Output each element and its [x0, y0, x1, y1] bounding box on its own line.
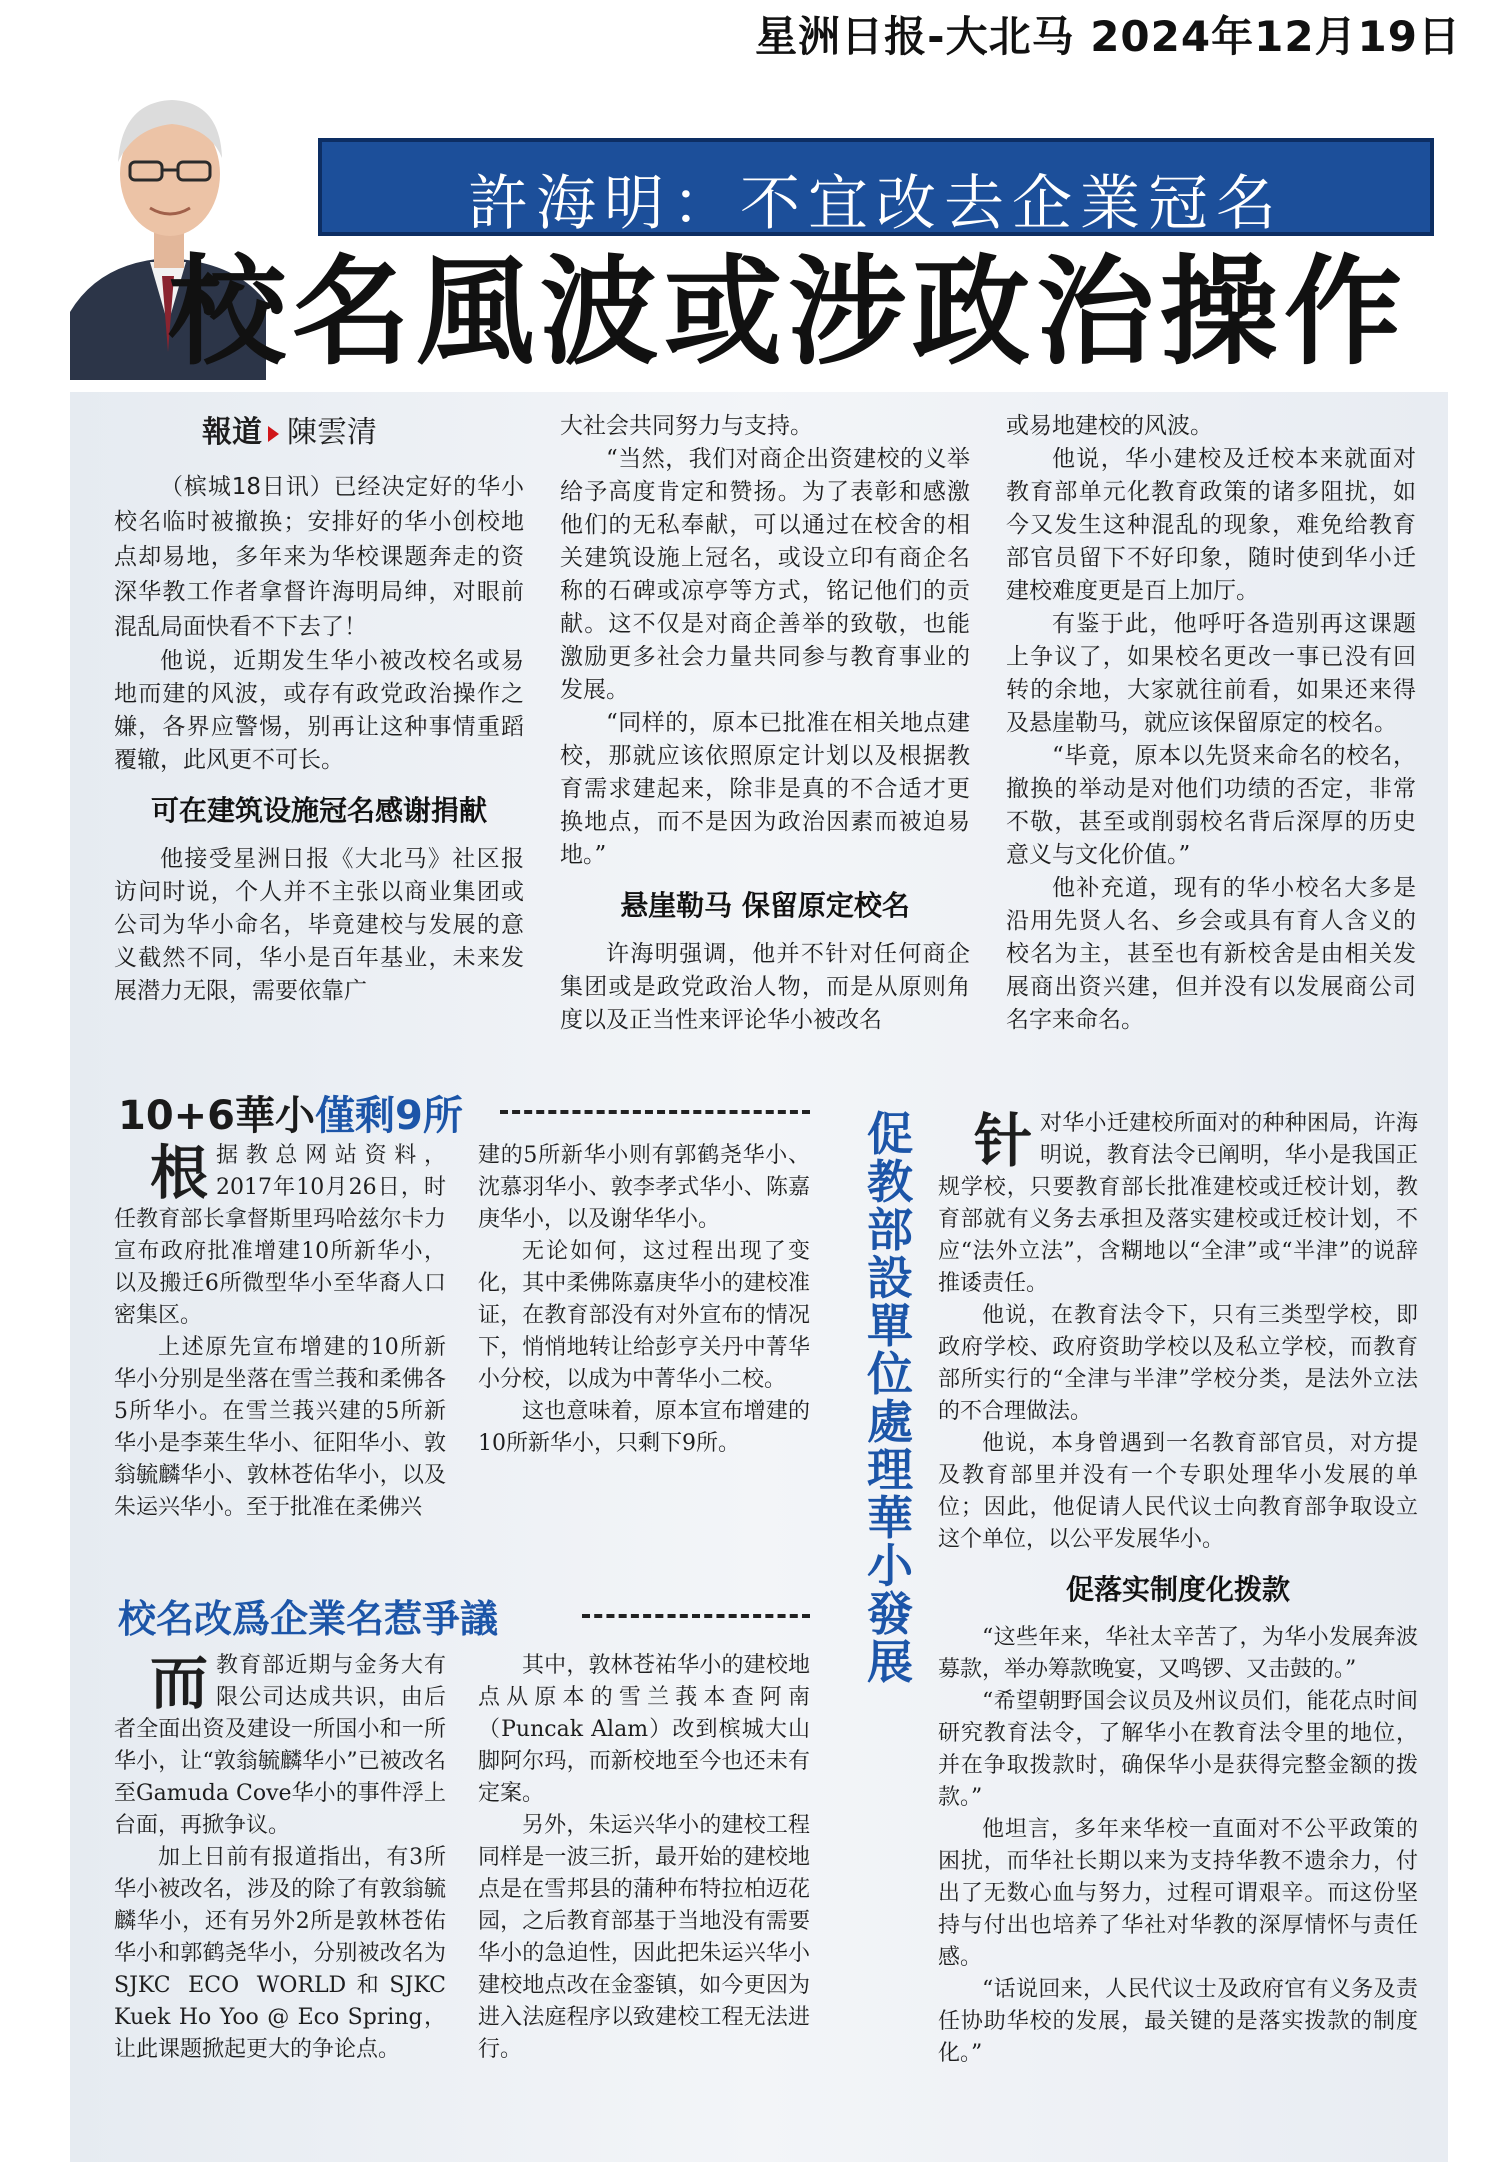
subheading: 悬崖勒马 保留原定校名	[620, 889, 910, 922]
paragraph: 其中，敦林苍祐华小的建校地点从原本的雪兰莪本查阿南（Puncak Alam）改到槟城大山脚阿尔玛，而新校地至今也还未有定案。	[478, 1653, 810, 1806]
byline-label: 報道	[202, 415, 262, 450]
section-1-column-b	[478, 1140, 810, 1460]
subheading: 可在建筑设施冠名感谢捐献	[150, 794, 487, 827]
section-2-column-a	[114, 1650, 446, 2066]
paragraph: “这些年来，华社太辛苦了，为华小发展奔波募款，举办筹款晚宴，又鸣锣、又击鼓的。”	[938, 1625, 1418, 1682]
subheading: 促落实制度化拨款	[1065, 1573, 1290, 1606]
section-2-column-b	[478, 1650, 810, 2066]
section-heading	[118, 1084, 463, 1141]
paragraph: 他坦言，多年来华校一直面对不公平政策的困扰，而华社长期以来为支持华教不遗余力，付出了无数心血与努力，过程可谓艰辛。而这份坚持与付出也培养了华社对华教的深厚情怀与责任感。	[938, 1817, 1418, 1970]
paragraph: 建的5所新华小则有郭鹤尧华小、沈慕羽华小、敦李孝式华小、陈嘉庚华小，以及谢华华小。	[478, 1143, 810, 1232]
section-heading-part: 校名改爲企業名惹爭議	[118, 1597, 499, 1641]
paragraph: “当然，我们对商企出资建校的义举给予高度肯定和赞扬。为了表彰和感激他们的无私奉献，可以通过在校舍的相关建筑设施上冠名，或设立印有商企名称的石碑或凉亭等方式，铭记他们的贡献。这不仅是对商企善举的致敬，也能激励更多社会力量共同参与教育事业的发展。	[560, 446, 970, 703]
paragraph: 有鉴于此，他呼吁各造别再这课题上争议了，如果校名更改一事已没有回转的余地，大家就往前看，如果还来得及悬崖勒马，就应该保留原定的校名。	[1006, 611, 1416, 736]
byline	[202, 412, 524, 454]
drop-cap: 根	[150, 1139, 209, 1207]
section-heading-part: 僅剩9所	[315, 1093, 463, 1139]
column-1	[114, 408, 524, 1008]
paragraph: 他说，在教育法令下，只有三类型学校，即政府学校、政府资助学校以及私立学校，而教育部所实行的“全津与半津”学校分类，是法外立法的不合理做法。	[938, 1303, 1418, 1424]
section-3-column	[938, 1108, 1418, 2070]
subheadline: 許海明：不宜改去企業冠名	[468, 169, 1284, 239]
paragraph	[114, 1650, 446, 1842]
paragraph: “同样的，原本已批准在相关地点建校，那就应该依照原定计划以及根据教育需求建起来，除非是真的不合适才更换地点，而不是因为政治因素而被迫易地。”	[560, 710, 970, 868]
triangle-right-icon	[268, 426, 279, 442]
column-3	[1006, 410, 1416, 1037]
paragraph	[114, 1140, 446, 1332]
paragraph: 加上日前有报道指出，有3所华小被改名，涉及的除了有敦翁毓麟华小，还有另外2所是敦林苍佑华小和郭鹤尧华小，分别被改名为SJKC ECO WORLD和SJKC Kuek Ho Yoo @ Eco Spring，让此课题掀起更大的争论点。	[114, 1845, 446, 2062]
masthead: 星洲日报-大北马 2024年12月19日	[755, 12, 1461, 61]
section-divider	[500, 1110, 810, 1114]
paragraph: 他说，本身曾遇到一名教育部官员，对方提及教育部里并没有一个专职处理华小发展的单位；因此，他促请人民代议士向教育部争取设立这个单位，以公平发展华小。	[938, 1431, 1418, 1552]
paragraph: 大社会共同努力与支持。	[560, 413, 813, 439]
subheadline-banner	[318, 138, 1434, 239]
section-heading	[118, 1588, 498, 1643]
drop-cap: 而	[150, 1649, 209, 1717]
section-heading-part: 10+6華小	[118, 1093, 316, 1139]
section-divider	[582, 1614, 810, 1618]
paragraph: 他说，近期发生华小被改校名或易地而建的风波，或存有政党政治操作之嫌，各界应警惕，别再让这种事情重蹈覆辙，此风更不可长。	[114, 648, 524, 773]
paragraph: 另外，朱运兴华小的建校工程同样是一波三折，最开始的建校地点是在雪邦县的蒲种布特拉柏迈花园，之后教育部基于当地没有需要华小的急迫性，因此把朱运兴华小建校地点改在金銮镇，如今更因为进入法庭程序以致建校工程无法进行。	[478, 1813, 810, 2062]
byline-name: 陳雲清	[287, 415, 377, 450]
paragraph: 无论如何，这过程出现了变化，其中柔佛陈嘉庚华小的建校准证，在教育部没有对外宣布的情况下，悄悄地转让给彭亨关丹中菁华小分校，以成为中菁华小二校。	[478, 1239, 810, 1392]
paragraph: 这也意味着，原本宣布增建的10所新华小，只剩下9所。	[478, 1399, 810, 1456]
paragraph: “话说回来，人民代议士及政府官有义务及责任协助华校的发展，最关键的是落实拨款的制度化。”	[938, 1977, 1418, 2066]
paragraph: 或易地建校的风波。	[1006, 413, 1213, 439]
paragraph: 上述原先宣布增建的10所新华小分别是坐落在雪兰莪和柔佛各5所华小。在雪兰莪兴建的5所新华小是李莱生华小、征阳华小、敦翁毓麟华小、敦林苍佑华小，以及朱运兴华小。至于批准在柔佛兴	[114, 1335, 446, 1520]
section-1-column-a	[114, 1140, 446, 1524]
paragraph: 他说，华小建校及迁校本来就面对教育部单元化教育政策的诸多阻扰，如今又发生这种混乱的现象，难免给教育部官员留下不好印象，随时使到华小迁建校难度更是百上加厅。	[1006, 446, 1416, 604]
drop-cap: 针	[974, 1107, 1033, 1175]
paragraph: 许海明强调，他并不针对任何商企集团或是政党政治人物，而是从原则角度以及正当性来评论华小被改名	[560, 941, 970, 1033]
lead-paragraph: （槟城18日讯）已经决定好的华小校名临时被撤换；安排好的华小创校地点却易地，多年来为华校课题奔走的资深华教工作者拿督许海明局绅，对眼前混乱局面快看不下去了！	[114, 474, 524, 640]
paragraph-text: 据教总网站资料，2017年10月26日，时任教育部长拿督斯里玛哈兹尔卡力宣布政府批准增建10所新华小，以及搬迁6所微型华小至华裔人口密集区。	[114, 1143, 446, 1328]
paragraph-text: 教育部近期与金务大有限公司达成共识，由后者全面出资及建设一所国小和一所华小，让“敦翁毓麟华小”已被改名至Gamuda Cove华小的事件浮上台面，再掀争议。	[114, 1653, 446, 1838]
vertical-section-title: 促教部設單位處理華小發展	[867, 1107, 913, 1689]
paragraph: “毕竟，原本以先贤来命名的校名，撤换的举动是对他们功绩的否定，非常不敬，甚至或削弱校名背后深厚的历史意义与文化价值。”	[1006, 743, 1416, 868]
column-2	[560, 410, 970, 1037]
paragraph: 他补充道，现有的华小校名大多是沿用先贤人名、乡会或具有育人含义的校名为主，甚至也有新校舍是由相关发展商出资兴建，但并没有以发展商公司名字来命名。	[1006, 875, 1416, 1033]
paragraph: “希望朝野国会议员及州议员们，能花点时间研究教育法令，了解华小在教育法令里的地位，并在争取拨款时，确保华小是获得完整金额的拨款。”	[938, 1689, 1418, 1810]
paragraph-text: 对华小迁建校所面对的种种困局，许海明说，教育法令已阐明，华小是我国正规学校，只要教育部长批准建校或迁校计划，教育部就有义务去承担及落实建校或迁校计划，不应“法外立法”，含糊地以“全津”或“半津”的说辞推诿责任。	[938, 1111, 1418, 1296]
paragraph	[938, 1108, 1418, 1300]
headline: 校名風波或涉政治操作	[168, 243, 1409, 381]
paragraph: 他接受星洲日报《大北马》社区报访问时说，个人并不主张以商业集团或公司为华小命名，毕竟建校与发展的意义截然不同，华小是百年基业，未来发展潜力无限，需要依靠广	[114, 846, 524, 1004]
